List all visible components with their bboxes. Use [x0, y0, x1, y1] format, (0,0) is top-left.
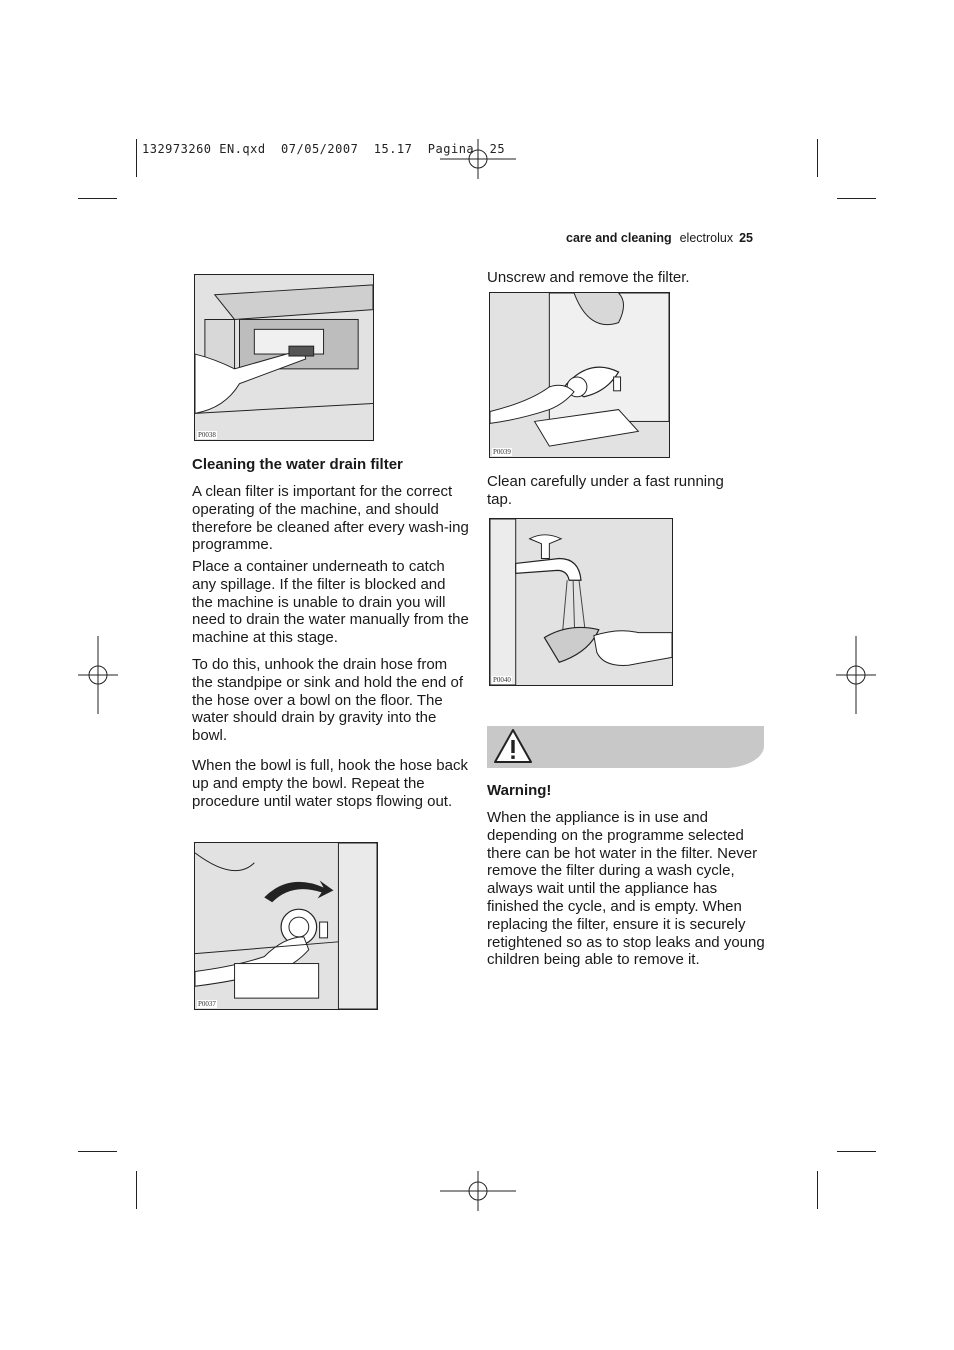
running-header: [566, 231, 753, 245]
paragraph-3: To do this, unhook the drain hose from the standpipe or sink and hold the end of the hose over a bowl on the floor. The water should drain by gravity into the bowl.: [192, 656, 464, 745]
section-heading: Cleaning the water drain filter: [192, 456, 403, 473]
figure-code: P0038: [198, 431, 216, 439]
figure-code: P0039: [493, 448, 511, 456]
warning-text: When the appliance is in use and depending on the programme selected there can be hot water in the filter. Never remove the filter during a wash cycle, always wait until the appliance has finished the cycle, and is empty. When replacing the filter, ensure it is securely retightened so as to stop leaks and young children being able to remove it.: [487, 809, 765, 969]
illustration-remove-filter: [490, 293, 669, 457]
crop-mark-bottom-right-horizontal: [837, 1151, 876, 1152]
warning-triangle-icon: [493, 728, 533, 764]
figure-code: P0037: [198, 1000, 216, 1008]
figure-clean-under-tap: [489, 518, 673, 686]
paragraph-1: A clean filter is important for the correct operating of the machine, and should therefore be cleaned after every wash-ing programme.: [192, 483, 469, 554]
crop-mark-bottom-left-vertical: [136, 1171, 137, 1209]
crop-mark-bottom-left-horizontal: [78, 1151, 117, 1152]
figure-remove-filter: [489, 292, 670, 458]
illustration-filter-flap: [195, 275, 373, 440]
paragraph-4: When the bowl is full, hook the hose back up and empty the bowl. Repeat the procedure until water stops flowing out.: [192, 757, 468, 810]
warning-title: Warning!: [487, 782, 552, 799]
step-unscrew-filter: Unscrew and remove the filter.: [487, 269, 690, 286]
page-number: 25: [739, 231, 754, 245]
figure-code: P0040: [493, 676, 511, 684]
registration-mark-bottom-icon: [440, 1171, 516, 1211]
registration-mark-left-icon: [78, 636, 118, 714]
figure-open-filter-flap: [194, 274, 374, 441]
crop-mark-top-right-horizontal: [837, 198, 876, 199]
crop-mark-top-left-horizontal: [78, 198, 117, 199]
registration-mark-right-icon: [836, 636, 876, 714]
header-brand: electrolux: [679, 231, 734, 245]
print-slug: 132973260 EN.qxd 07/05/2007 15.17 Pagina 25: [142, 142, 506, 156]
figure-unscrew-filter-arrow: [194, 842, 378, 1010]
header-section: care and cleaning: [566, 231, 672, 245]
step-clean-under-tap: Clean carefully under a fast running tap.: [487, 473, 724, 508]
crop-mark-bottom-right-vertical: [817, 1171, 818, 1209]
crop-mark-top-left-vertical: [136, 139, 137, 177]
crop-mark-top-right-vertical: [817, 139, 818, 177]
illustration-tap-rinse: [490, 519, 672, 685]
illustration-unscrew-filter: [195, 843, 377, 1009]
paragraph-2: Place a container underneath to catch any spillage. If the filter is blocked and the machine is unable to drain you will need to drain the water manually from the machine at this stage.: [192, 558, 469, 647]
